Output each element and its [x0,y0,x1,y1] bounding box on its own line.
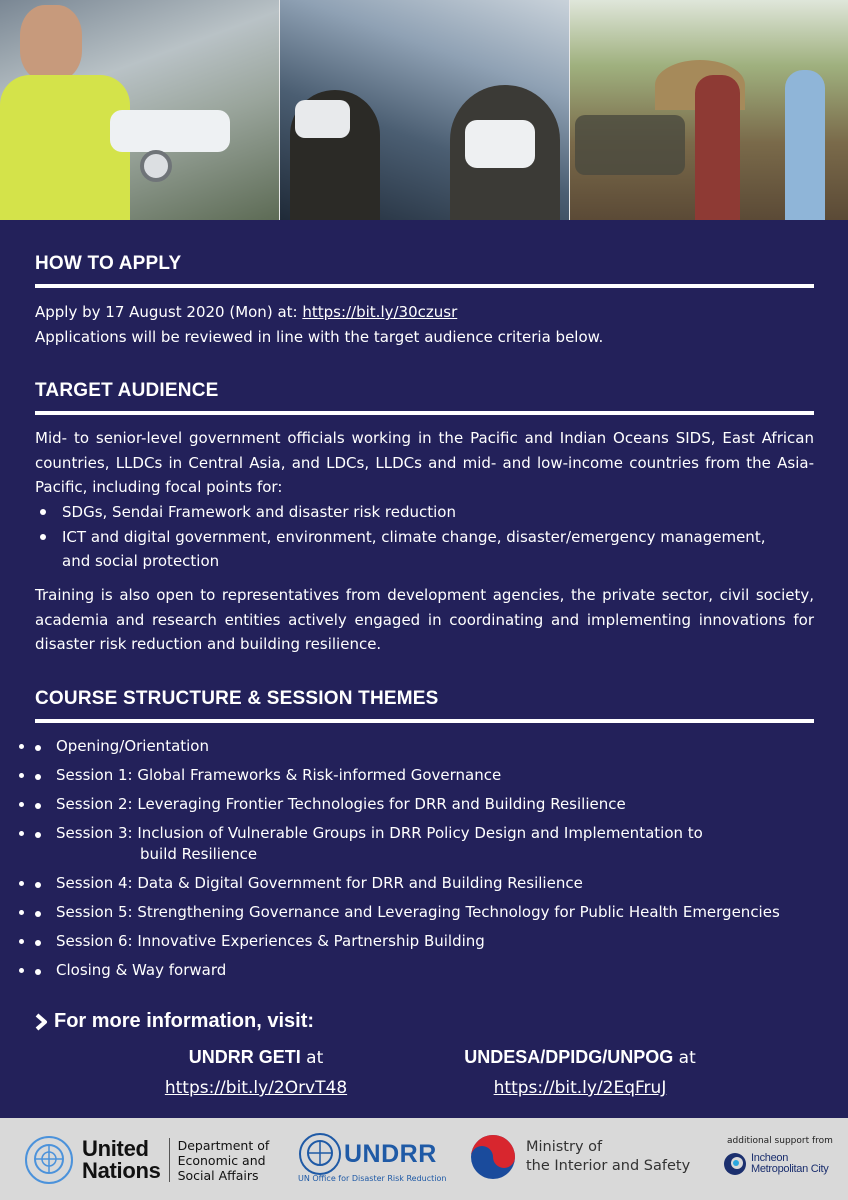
mois-logo [470,1134,690,1180]
photo-village-meeting [570,0,848,220]
undrr-geti-link[interactable]: https://bit.ly/2OrvT48 [164,1078,348,1098]
photo-drone-operator [0,0,279,220]
undrr-logo [298,1132,437,1176]
desa-wordmark [178,1138,270,1183]
additional-support-label: additional support from [727,1136,833,1146]
content-panel [0,220,848,1118]
desa-line-2: Economic and [177,1152,266,1168]
incheon-emblem-icon [723,1152,747,1176]
course-structure-heading: COURSE STRUCTURE & SESSION THEMES [35,688,439,709]
section-divider [35,411,814,415]
undrr-name: UNDRR [344,1139,437,1168]
undrr-subtitle: UN Office for Disaster Risk Reduction [298,1174,447,1183]
un-line-2: Nations [82,1158,161,1183]
incheon-logo [723,1152,828,1176]
list-item: • Session 6: Innovative Experiences & Partnership Building [35,931,835,952]
mois-line-1: Ministry of [526,1139,603,1155]
mois-wordmark [526,1138,690,1176]
apply-link[interactable]: https://bit.ly/30czusr [302,303,458,321]
un-line-1: United [82,1136,149,1161]
chevron-right-icon [34,1013,48,1031]
undesa-name: UNDESA/DPIDG/UNPOG [464,1047,674,1067]
list-item: ICT and digital government, environment, climate change, disaster/emergency management, and social protection [35,525,795,574]
photo-vr-headsets [279,0,570,220]
at-text: at [300,1048,324,1068]
list-item: SDGs, Sendai Framework and disaster risk reduction [35,500,795,525]
how-to-apply-text [35,300,814,349]
un-desa-logo [24,1135,269,1185]
undesa-info [440,1042,720,1103]
at-text: at [673,1048,696,1068]
undrr-emblem-icon [298,1132,342,1176]
apply-deadline-text: Apply by 17 August 2020 (Mon) at: [35,303,303,321]
logo-divider [169,1138,170,1182]
list-item: • Session 2: Leveraging Frontier Technologies for DRR and Building Resilience [35,794,835,815]
section-divider [35,284,814,288]
target-audience-outro: Training is also open to representatives from development agencies, the private sector, civil society, academia and research entities actively engaged in coordinating and implementing innovations for disaster risk reduction and building resilience. [35,586,814,653]
taegeuk-emblem-icon [470,1134,516,1180]
undrr-wordmark [344,1140,437,1169]
review-criteria-text: Applications will be reviewed in line with the target audience criteria below. [35,327,604,346]
desa-line-3: Social Affairs [177,1167,259,1183]
un-wordmark [82,1138,161,1182]
session-3-continuation: build Resilience [140,845,258,863]
list-item: • Opening/Orientation [35,736,835,757]
undrr-geti-info [136,1042,376,1103]
target-audience-intro: Mid- to senior-level government officials working in the Pacific and Indian Oceans SIDS, East African countries, LLDCs in Central Asia, and LDCs, LLDCs and mid- and low-income countries from the Asia-Pacific, including focal points for: [35,429,814,496]
list-item: • Closing & Way forward [35,960,835,981]
partner-logos-footer [0,1118,848,1200]
incheon-line-2: Metropolitan City [751,1163,829,1175]
session-themes-list [35,736,835,981]
section-divider [35,719,814,723]
session-3-label: Session 3: Inclusion of Vulnerable Groups in DRR Policy Design and Implementation to [56,824,703,842]
desa-line-1: Department of [177,1137,270,1153]
un-emblem-icon [24,1135,74,1185]
focal-points-list [35,500,795,574]
incheon-line-1: Incheon [751,1152,789,1164]
list-item: • Session 5: Strengthening Governance and Leveraging Technology for Public Health Emergencies [35,902,835,923]
list-item: • Session 1: Global Frameworks & Risk-informed Governance [35,765,835,786]
more-info-heading [34,1010,314,1033]
undesa-link[interactable]: https://bit.ly/2EqFruJ [493,1078,667,1098]
list-item: • Session 4: Data & Digital Government for DRR and Building Resilience [35,873,835,894]
more-info-text: For more information, visit: [54,1010,315,1032]
target-audience-heading: TARGET AUDIENCE [35,380,219,401]
photo-banner [0,0,848,220]
incheon-wordmark [751,1153,828,1175]
mois-line-2: the Interior and Safety [526,1158,691,1174]
undrr-geti-name: UNDRR GETI [188,1047,301,1067]
how-to-apply-heading: HOW TO APPLY [35,253,182,274]
list-item [35,823,835,865]
